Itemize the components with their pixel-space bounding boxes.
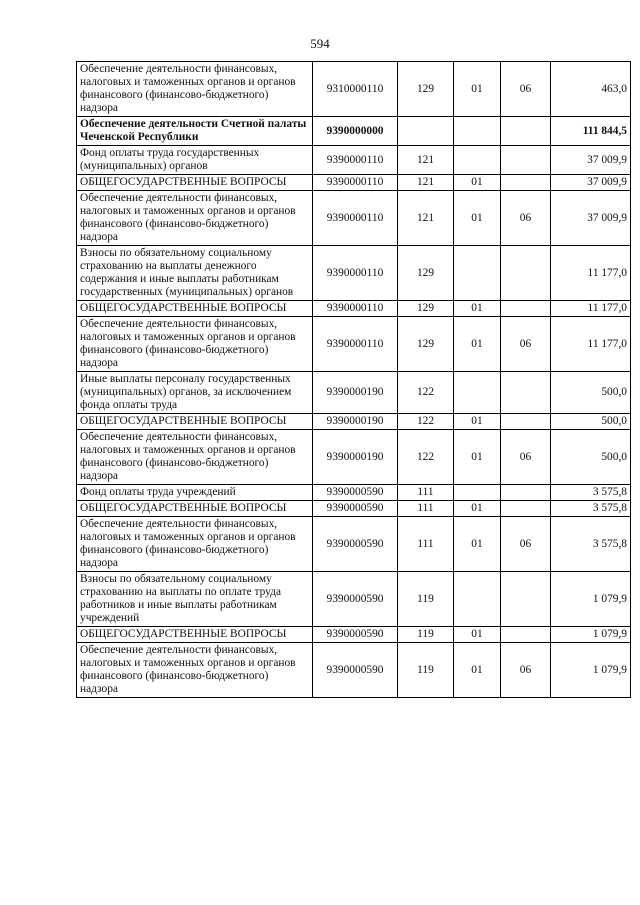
row-pr-cell: 06 [501, 643, 551, 698]
row-rz-cell: 01 [454, 191, 501, 246]
row-csr-cell: 9390000110 [313, 317, 398, 372]
row-name-cell: Фонд оплаты труда учреждений [77, 485, 313, 501]
row-rz-cell: 01 [454, 627, 501, 643]
row-rz-cell: 01 [454, 62, 501, 117]
row-name-cell: Иные выплаты персоналу государственных (муниципальных) органов, за исключением фонда оплаты труда [77, 372, 313, 414]
row-name-cell: Обеспечение деятельности финансовых, налоговых и таможенных органов и органов финансового (финансово-бюджетного) надзора [77, 643, 313, 698]
table-row [77, 246, 631, 301]
page-number: 594 [310, 36, 330, 51]
row-pr-cell [501, 146, 551, 175]
row-sum-cell: 3 575,8 [551, 485, 631, 501]
row-vr-cell: 119 [398, 627, 454, 643]
row-name-cell: Фонд оплаты труда государственных (муниципальных) органов [77, 146, 313, 175]
row-pr-cell: 06 [501, 317, 551, 372]
row-name-cell: Взносы по обязательному социальному страхованию на выплаты по оплате труда работников и иные выплаты работникам учреждений [77, 572, 313, 627]
row-name-cell: Обеспечение деятельности финансовых, налоговых и таможенных органов и органов финансового (финансово-бюджетного) надзора [77, 317, 313, 372]
row-pr-cell [501, 414, 551, 430]
table-row [77, 414, 631, 430]
row-pr-cell [501, 485, 551, 501]
budget-table-body [77, 62, 631, 698]
row-vr-cell: 129 [398, 246, 454, 301]
row-sum-cell: 3 575,8 [551, 517, 631, 572]
row-pr-cell [501, 246, 551, 301]
row-vr-cell: 111 [398, 517, 454, 572]
row-vr-cell: 122 [398, 430, 454, 485]
row-name-cell: Обеспечение деятельности финансовых, налоговых и таможенных органов и органов финансового (финансово-бюджетного) надзора [77, 517, 313, 572]
table-row [77, 627, 631, 643]
row-sum-cell: 1 079,9 [551, 627, 631, 643]
row-name-cell: ОБЩЕГОСУДАРСТВЕННЫЕ ВОПРОСЫ [77, 414, 313, 430]
row-sum-cell: 37 009,9 [551, 191, 631, 246]
table-row [77, 117, 631, 146]
row-pr-cell [501, 372, 551, 414]
table-row [77, 175, 631, 191]
row-rz-cell: 01 [454, 175, 501, 191]
row-rz-cell [454, 117, 501, 146]
row-pr-cell [501, 175, 551, 191]
table-row [77, 643, 631, 698]
row-sum-cell: 500,0 [551, 414, 631, 430]
row-vr-cell: 129 [398, 301, 454, 317]
table-row [77, 191, 631, 246]
row-rz-cell [454, 485, 501, 501]
row-vr-cell: 121 [398, 175, 454, 191]
row-pr-cell [501, 501, 551, 517]
row-csr-cell: 9390000190 [313, 372, 398, 414]
row-pr-cell: 06 [501, 62, 551, 117]
row-csr-cell: 9390000590 [313, 643, 398, 698]
row-pr-cell [501, 627, 551, 643]
row-vr-cell [398, 117, 454, 146]
table-row [77, 146, 631, 175]
table-row [77, 372, 631, 414]
table-row [77, 430, 631, 485]
row-csr-cell: 9390000590 [313, 485, 398, 501]
row-vr-cell: 111 [398, 485, 454, 501]
row-csr-cell: 9390000190 [313, 414, 398, 430]
row-vr-cell: 122 [398, 414, 454, 430]
row-csr-cell: 9390000110 [313, 146, 398, 175]
row-name-cell: ОБЩЕГОСУДАРСТВЕННЫЕ ВОПРОСЫ [77, 175, 313, 191]
row-pr-cell [501, 301, 551, 317]
row-rz-cell [454, 246, 501, 301]
budget-table [76, 61, 631, 698]
row-pr-cell: 06 [501, 517, 551, 572]
row-name-cell: Взносы по обязательному социальному страхованию на выплаты денежного содержания и иные выплаты работникам государственных (муниципальных) органов [77, 246, 313, 301]
row-vr-cell: 119 [398, 572, 454, 627]
row-vr-cell: 121 [398, 191, 454, 246]
table-row [77, 517, 631, 572]
row-sum-cell: 111 844,5 [551, 117, 631, 146]
row-rz-cell [454, 146, 501, 175]
row-csr-cell: 9390000590 [313, 501, 398, 517]
row-name-cell: ОБЩЕГОСУДАРСТВЕННЫЕ ВОПРОСЫ [77, 627, 313, 643]
table-row [77, 572, 631, 627]
table-row [77, 317, 631, 372]
table-row [77, 485, 631, 501]
row-rz-cell: 01 [454, 301, 501, 317]
row-rz-cell: 01 [454, 317, 501, 372]
table-row [77, 301, 631, 317]
row-csr-cell: 9390000590 [313, 627, 398, 643]
row-rz-cell: 01 [454, 414, 501, 430]
row-sum-cell: 37 009,9 [551, 146, 631, 175]
table-row [77, 62, 631, 117]
row-sum-cell: 11 177,0 [551, 246, 631, 301]
row-vr-cell: 111 [398, 501, 454, 517]
row-csr-cell: 9390000190 [313, 430, 398, 485]
row-csr-cell: 9310000110 [313, 62, 398, 117]
row-csr-cell: 9390000110 [313, 191, 398, 246]
row-sum-cell: 1 079,9 [551, 643, 631, 698]
row-rz-cell: 01 [454, 501, 501, 517]
row-csr-cell: 9390000590 [313, 517, 398, 572]
row-name-cell: Обеспечение деятельности Счетной палаты Чеченской Республики [77, 117, 313, 146]
row-sum-cell: 463,0 [551, 62, 631, 117]
row-pr-cell [501, 572, 551, 627]
row-rz-cell [454, 372, 501, 414]
row-sum-cell: 1 079,9 [551, 572, 631, 627]
row-vr-cell: 129 [398, 62, 454, 117]
row-vr-cell: 121 [398, 146, 454, 175]
row-name-cell: ОБЩЕГОСУДАРСТВЕННЫЕ ВОПРОСЫ [77, 501, 313, 517]
row-sum-cell: 3 575,8 [551, 501, 631, 517]
row-sum-cell: 37 009,9 [551, 175, 631, 191]
row-vr-cell: 122 [398, 372, 454, 414]
row-vr-cell: 129 [398, 317, 454, 372]
row-name-cell: ОБЩЕГОСУДАРСТВЕННЫЕ ВОПРОСЫ [77, 301, 313, 317]
row-sum-cell: 500,0 [551, 430, 631, 485]
row-pr-cell [501, 117, 551, 146]
row-csr-cell: 9390000110 [313, 175, 398, 191]
row-csr-cell: 9390000590 [313, 572, 398, 627]
row-sum-cell: 11 177,0 [551, 317, 631, 372]
row-csr-cell: 9390000110 [313, 301, 398, 317]
table-row [77, 501, 631, 517]
row-sum-cell: 11 177,0 [551, 301, 631, 317]
row-sum-cell: 500,0 [551, 372, 631, 414]
row-csr-cell: 9390000000 [313, 117, 398, 146]
row-vr-cell: 119 [398, 643, 454, 698]
row-csr-cell: 9390000110 [313, 246, 398, 301]
row-pr-cell: 06 [501, 191, 551, 246]
row-name-cell: Обеспечение деятельности финансовых, налоговых и таможенных органов и органов финансового (финансово-бюджетного) надзора [77, 191, 313, 246]
row-rz-cell: 01 [454, 643, 501, 698]
row-rz-cell [454, 572, 501, 627]
row-name-cell: Обеспечение деятельности финансовых, налоговых и таможенных органов и органов финансового (финансово-бюджетного) надзора [77, 62, 313, 117]
row-name-cell: Обеспечение деятельности финансовых, налоговых и таможенных органов и органов финансового (финансово-бюджетного) надзора [77, 430, 313, 485]
row-rz-cell: 01 [454, 430, 501, 485]
row-pr-cell: 06 [501, 430, 551, 485]
row-rz-cell: 01 [454, 517, 501, 572]
